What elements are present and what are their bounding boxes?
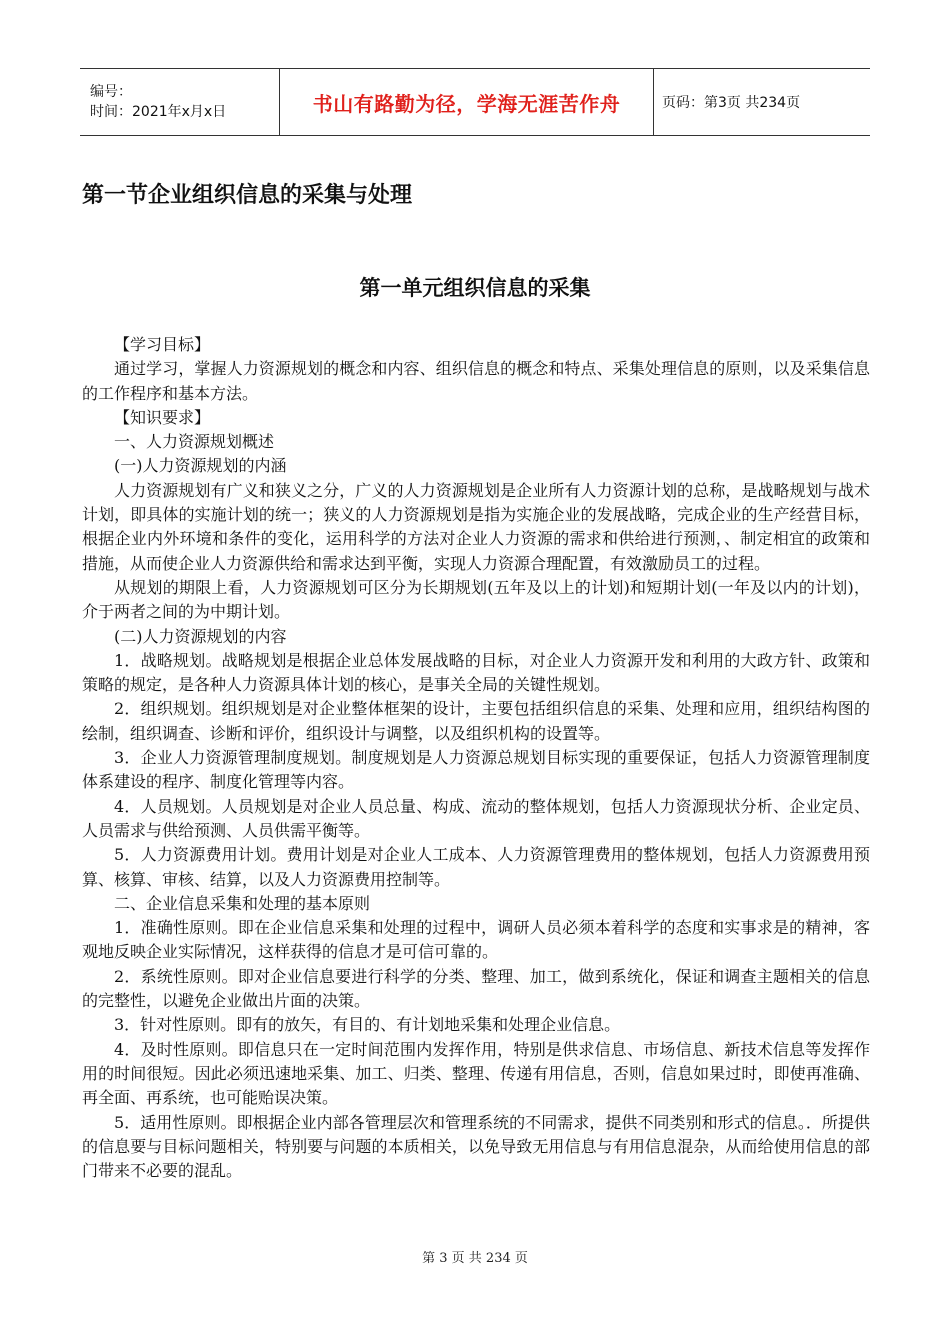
header-meta — [80, 69, 280, 135]
paragraph: 3．企业人力资源管理制度规划。制度规划是人力资源总规划目标实现的重要保证，包括人力资源管理制度体系建设的程序、制度化管理等内容。 — [82, 748, 870, 792]
page-header — [80, 68, 870, 136]
header-motto-cell — [280, 69, 654, 135]
header-date: 时间：2021年x月x日 — [90, 104, 227, 120]
paragraph: 3．针对性原则。即有的放矢，有目的、有计划地采集和处理企业信息。 — [114, 1015, 621, 1035]
header-page-info-text: 页码：第3页 共234页 — [662, 95, 801, 111]
section-title: 第一节企业组织信息的采集与处理 — [82, 183, 413, 208]
header-number: 编号： — [90, 84, 132, 100]
paragraph: 【知识要求】 — [114, 407, 211, 427]
paragraph: 1．准确性原则。即在企业信息采集和处理的过程中，调研人员必须本着科学的态度和实事求是的精神，客观地反映企业实际情况，这样获得的信息才是可信可靠的。 — [82, 918, 870, 962]
paragraph: 通过学习，掌握人力资源规划的概念和内容、组织信息的概念和特点、采集处理信息的原则，以及采集信息的工作程序和基本方法。 — [82, 359, 870, 403]
document-body — [82, 333, 870, 1183]
paragraph: 5．人力资源费用计划。费用计划是对企业人工成本、人力资源管理费用的整体规划，包括人力资源费用预算、核算、审核、结算，以及人力资源费用控制等。 — [82, 845, 870, 889]
paragraph: 4．人员规划。人员规划是对企业人员总量、构成、流动的整体规划，包括人力资源现状分析、企业定员、人员需求与供给预测、人员供需平衡等。 — [82, 796, 870, 840]
paragraph: 二、企业信息采集和处理的基本原则 — [114, 893, 371, 913]
paragraph: (二)人力资源规划的内容 — [114, 626, 287, 646]
header-motto: 书山有路勤为径，学海无涯苦作舟 — [312, 91, 621, 116]
paragraph: 人力资源规划有广义和狭义之分，广义的人力资源规划是企业所有人力资源计划的总称，是战略规划与战术计划，即具体的实施计划的统一；狭义的人力资源规划是指为实施企业的发展战略，完成企业的生产经营目标，根据企业内外环境和条件的变化，运用科学的方法对企业人力资源的需求和供给进行预测，、制定相宜的政策和措施，从而使企业人力资源供给和需求达到平衡，实现人力资源合理配置，有效激励员工的过程。 — [82, 480, 870, 573]
paragraph: 2．组织规划。组织规划是对企业整体框架的设计，主要包括组织信息的采集、处理和应用，组织结构图的绘制，组织调查、诊断和评价，组织设计与调整，以及组织机构的设置等。 — [82, 699, 870, 743]
paragraph: 4．及时性原则。即信息只在一定时间范围内发挥作用，特别是供求信息、市场信息、新技术信息等发挥作用的时间很短。因此必须迅速地采集、加工、归类、整理、传递有用信息，否则，信息如果过时，即使再准确、再全面、再系统，也可能贻误决策。 — [82, 1039, 870, 1108]
paragraph: 5．适用性原则。即根据企业内部各管理层次和管理系统的不同需求，提供不同类别和形式的信息。．所提供的信息要与目标问题相关，特别要与问题的本质相关，以免导致无用信息与有用信息混杂，从而给使用信息的部门带来不必要的混乱。 — [82, 1112, 870, 1181]
paragraph: 一、人力资源规划概述 — [114, 432, 275, 452]
header-page-info — [654, 69, 870, 135]
unit-title: 第一单元组织信息的采集 — [359, 276, 591, 300]
paragraph: 1．战略规划。战略规划是根据企业总体发展战略的目标，对企业人力资源开发和利用的大政方针、政策和策略的规定，是各种人力资源具体计划的核心，是事关全局的关键性规划。 — [82, 650, 870, 695]
paragraph: 2．系统性原则。即对企业信息要进行科学的分类、整理、加工，做到系统化，保证和调查主题相关的信息的完整性，以避免企业做出片面的决策。 — [82, 966, 870, 1011]
paragraph: (一)人力资源规划的内涵 — [114, 456, 287, 476]
paragraph: 【学习目标】 — [114, 335, 211, 354]
paragraph: 从规划的期限上看，人力资源规划可区分为长期规划(五年及以上的计划)和短期计划(一年及以内的计划)，介于两者之间的为中期计划。 — [82, 577, 870, 622]
page-footer: 第 3 页 共 234 页 — [422, 1251, 528, 1266]
